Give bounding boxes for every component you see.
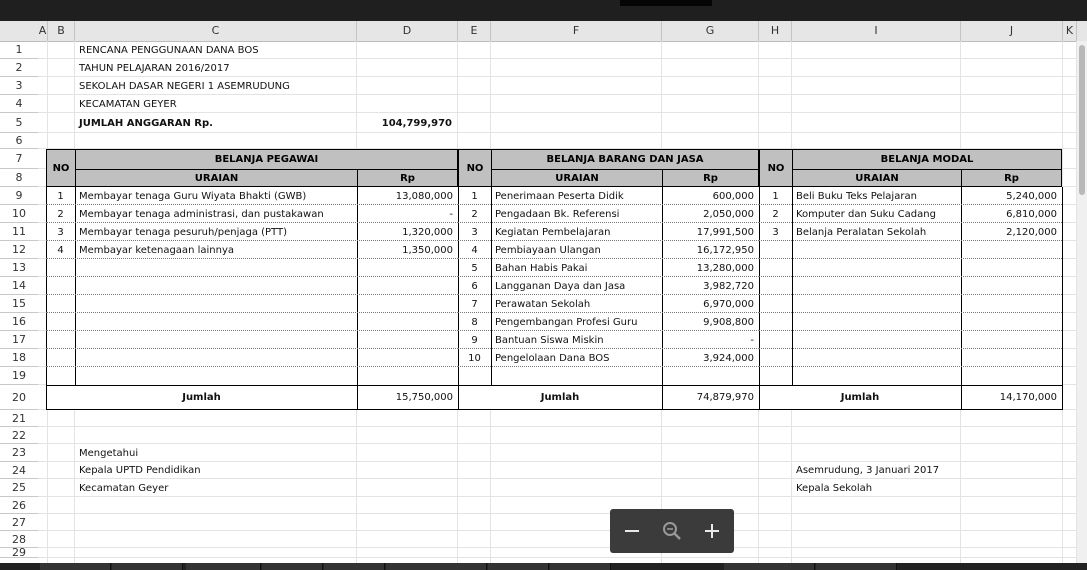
title-line-3: SEKOLAH DASAR NEGERI 1 ASEMRUDUNG bbox=[79, 81, 290, 92]
item-description: Bahan Habis Pakai bbox=[495, 263, 588, 274]
item-description: Perawatan Sekolah bbox=[495, 299, 591, 310]
row-header-14[interactable]: 14 bbox=[0, 277, 38, 295]
row-divider bbox=[46, 312, 458, 313]
footer-mengetahui: Mengetahui bbox=[79, 448, 139, 459]
sheet-tab[interactable] bbox=[550, 563, 611, 570]
item-number: 3 bbox=[772, 227, 779, 238]
gridline-horizontal bbox=[38, 557, 1077, 558]
item-number: 2 bbox=[772, 209, 779, 220]
gridline-horizontal bbox=[38, 478, 1077, 479]
gridline-horizontal bbox=[38, 58, 1077, 59]
total-value: 15,750,000 bbox=[395, 392, 453, 403]
row-divider bbox=[759, 222, 1062, 223]
footer-uptd: Kepala UPTD Pendidikan bbox=[79, 465, 201, 476]
item-description: Pengelolaan Dana BOS bbox=[495, 353, 610, 364]
row-divider bbox=[759, 348, 1062, 349]
item-amount: 6,970,000 bbox=[703, 299, 754, 310]
column-header-i[interactable]: I bbox=[792, 21, 961, 41]
zoom-in-button[interactable] bbox=[692, 509, 732, 553]
row-header-1[interactable]: 1 bbox=[0, 41, 38, 59]
title-line-1: RENCANA PENGGUNAAN DANA BOS bbox=[79, 45, 259, 56]
total-label: Jumlah bbox=[840, 392, 880, 403]
col-header-uraian: URAIAN bbox=[792, 169, 962, 187]
item-description: Bantuan Siswa Miskin bbox=[495, 335, 604, 346]
item-number: 4 bbox=[57, 245, 64, 256]
magnifier-icon bbox=[662, 521, 682, 541]
zoom-reset-button[interactable] bbox=[652, 509, 692, 553]
item-amount: 13,280,000 bbox=[696, 263, 754, 274]
total-value: 14,170,000 bbox=[999, 392, 1057, 403]
col-header-rp: Rp bbox=[961, 169, 1062, 187]
row-header-8[interactable]: 8 bbox=[0, 169, 38, 187]
row-header-11[interactable]: 11 bbox=[0, 223, 38, 241]
column-header-j[interactable]: J bbox=[961, 21, 1063, 41]
item-amount: 17,991,500 bbox=[696, 227, 754, 238]
item-amount: 2,050,000 bbox=[703, 209, 754, 220]
item-amount: 16,172,950 bbox=[696, 245, 754, 256]
item-amount: 3,982,720 bbox=[703, 281, 754, 292]
title-line-4: KECAMATAN GEYER bbox=[79, 99, 177, 110]
item-amount: 600,000 bbox=[712, 191, 754, 202]
item-amount: 1,350,000 bbox=[402, 245, 453, 256]
row-header-17[interactable]: 17 bbox=[0, 331, 38, 349]
item-description: Pengembangan Profesi Guru bbox=[495, 317, 638, 328]
column-header-k[interactable]: K bbox=[1063, 21, 1077, 41]
col-header-rp: Rp bbox=[662, 169, 759, 187]
sheet-tab[interactable] bbox=[386, 563, 487, 570]
row-header-4[interactable]: 4 bbox=[0, 95, 38, 113]
row-divider bbox=[458, 222, 759, 223]
row-divider bbox=[759, 276, 1062, 277]
item-number: 1 bbox=[471, 191, 478, 202]
sheet-tab[interactable] bbox=[186, 563, 261, 570]
row-header-5[interactable]: 5 bbox=[0, 113, 38, 133]
gridline-horizontal bbox=[38, 443, 1077, 444]
budget-value: 104,799,970 bbox=[381, 118, 452, 129]
window-top-bar bbox=[0, 0, 1087, 21]
item-number: 1 bbox=[772, 191, 779, 202]
row-divider bbox=[46, 258, 458, 259]
sheet-tab[interactable] bbox=[816, 563, 897, 570]
row-divider bbox=[759, 294, 1062, 295]
item-number: 9 bbox=[471, 335, 478, 346]
column-divider bbox=[491, 187, 492, 385]
column-header-g[interactable]: G bbox=[662, 21, 759, 41]
row-header-23[interactable]: 23 bbox=[0, 444, 38, 462]
total-label: Jumlah bbox=[182, 392, 221, 403]
column-header-f[interactable]: F bbox=[491, 21, 662, 41]
item-amount: 13,080,000 bbox=[395, 191, 453, 202]
title-line-2: TAHUN PELAJARAN 2016/2017 bbox=[79, 63, 230, 74]
column-header-d[interactable]: D bbox=[357, 21, 458, 41]
col-header-no: NO bbox=[458, 149, 492, 187]
item-amount: 9,908,800 bbox=[703, 317, 754, 328]
item-amount: - bbox=[750, 335, 754, 346]
item-description: Penerimaan Peserta Didik bbox=[495, 191, 624, 202]
row-divider bbox=[759, 240, 1062, 241]
column-header-e[interactable]: E bbox=[458, 21, 491, 41]
sheet-tab[interactable] bbox=[488, 563, 549, 570]
row-divider bbox=[46, 366, 458, 367]
row-header-7[interactable]: 7 bbox=[0, 149, 38, 169]
col-header-no: NO bbox=[759, 149, 793, 187]
row-divider bbox=[759, 258, 1062, 259]
row-divider bbox=[759, 312, 1062, 313]
row-divider bbox=[46, 294, 458, 295]
row-divider bbox=[458, 204, 759, 205]
row-divider bbox=[458, 366, 759, 367]
row-header-18[interactable]: 18 bbox=[0, 349, 38, 367]
item-number: 2 bbox=[57, 209, 64, 220]
row-header-24[interactable]: 24 bbox=[0, 462, 38, 479]
column-header-h[interactable]: H bbox=[759, 21, 792, 41]
footer-place-date: Asemrudung, 3 Januari 2017 bbox=[796, 465, 940, 476]
sheet-tab-bar bbox=[0, 563, 1087, 570]
gridline-horizontal bbox=[38, 112, 1077, 113]
row-header-3[interactable]: 3 bbox=[0, 77, 38, 95]
sheet-tab[interactable] bbox=[112, 563, 183, 570]
row-header-25[interactable]: 25 bbox=[0, 479, 38, 497]
item-description: Kegiatan Pembelajaran bbox=[495, 227, 611, 238]
row-divider bbox=[46, 222, 458, 223]
row-header-27[interactable]: 27 bbox=[0, 514, 38, 531]
footer-kepala-sekolah: Kepala Sekolah bbox=[796, 483, 873, 494]
row-divider bbox=[759, 330, 1062, 331]
row-divider bbox=[46, 330, 458, 331]
total-value: 74,879,970 bbox=[696, 392, 754, 403]
item-description: Pembiayaan Ulangan bbox=[495, 245, 601, 256]
top-tab bbox=[620, 0, 712, 6]
row-divider bbox=[458, 294, 759, 295]
sheet-tab[interactable] bbox=[324, 563, 385, 570]
column-divider bbox=[792, 187, 793, 385]
column-header-a[interactable]: A bbox=[38, 21, 48, 41]
row-header-13[interactable]: 13 bbox=[0, 259, 38, 277]
row-divider bbox=[458, 240, 759, 241]
scrollbar-thumb[interactable] bbox=[1079, 45, 1085, 195]
row-divider bbox=[458, 258, 759, 259]
sheet-tab[interactable] bbox=[724, 563, 815, 570]
gridline-horizontal bbox=[38, 132, 1077, 133]
row-header-19[interactable]: 19 bbox=[0, 367, 38, 385]
row-header-20[interactable]: 20 bbox=[0, 385, 38, 410]
item-number: 1 bbox=[57, 191, 64, 202]
gridline-horizontal bbox=[38, 530, 1077, 531]
item-description: Membayar ketenagaan lainnya bbox=[79, 245, 234, 256]
minus-icon bbox=[624, 523, 640, 539]
col-header-no: NO bbox=[46, 149, 76, 187]
row-header-26[interactable]: 26 bbox=[0, 497, 38, 514]
col-header-uraian: URAIAN bbox=[491, 169, 663, 187]
sheet-tab[interactable] bbox=[262, 563, 323, 570]
item-number: 7 bbox=[471, 299, 478, 310]
gridline-horizontal bbox=[38, 547, 1077, 548]
table-title-barang: BELANJA BARANG DAN JASA bbox=[491, 149, 759, 170]
row-header-29[interactable]: 29 bbox=[0, 548, 38, 558]
item-description: Beli Buku Teks Pelajaran bbox=[796, 191, 917, 202]
row-divider bbox=[458, 348, 759, 349]
item-number: 10 bbox=[468, 353, 481, 364]
row-header-12[interactable]: 12 bbox=[0, 241, 38, 259]
col-header-rp: Rp bbox=[357, 169, 458, 187]
zoom-toolbar bbox=[610, 509, 734, 553]
gridline-horizontal bbox=[38, 513, 1077, 514]
gridline-horizontal bbox=[38, 496, 1077, 497]
row-header-10[interactable]: 10 bbox=[0, 205, 38, 223]
item-number: 2 bbox=[471, 209, 478, 220]
row-divider bbox=[759, 204, 1062, 205]
row-header-2[interactable]: 2 bbox=[0, 59, 38, 77]
column-header-bar bbox=[0, 21, 1087, 42]
item-description: Membayar tenaga Guru Wiyata Bhakti (GWB) bbox=[79, 191, 307, 202]
column-divider bbox=[75, 187, 76, 385]
item-number: 8 bbox=[471, 317, 478, 328]
item-number: 3 bbox=[57, 227, 64, 238]
item-description: Belanja Peralatan Sekolah bbox=[796, 227, 927, 238]
row-divider bbox=[458, 276, 759, 277]
row-divider bbox=[46, 204, 458, 205]
item-amount: 5,240,000 bbox=[1006, 191, 1057, 202]
item-amount: 2,120,000 bbox=[1006, 227, 1057, 238]
item-amount: - bbox=[449, 209, 453, 220]
item-description: Langganan Daya dan Jasa bbox=[495, 281, 626, 292]
row-divider bbox=[46, 240, 458, 241]
gridline-horizontal bbox=[38, 426, 1077, 427]
sheet-tab[interactable] bbox=[40, 563, 111, 570]
row-header-16[interactable]: 16 bbox=[0, 313, 38, 331]
gridline-horizontal bbox=[38, 461, 1077, 462]
row-header-21[interactable]: 21 bbox=[0, 410, 38, 427]
row-divider bbox=[458, 312, 759, 313]
row-header-22[interactable]: 22 bbox=[0, 427, 38, 444]
row-header-28[interactable]: 28 bbox=[0, 531, 38, 548]
item-number: 4 bbox=[471, 245, 478, 256]
col-header-uraian: URAIAN bbox=[75, 169, 358, 187]
row-header-6[interactable]: 6 bbox=[0, 133, 38, 149]
row-divider bbox=[46, 276, 458, 277]
footer-kecamatan: Kecamatan Geyer bbox=[79, 483, 169, 494]
item-description: Membayar tenaga administrasi, dan pustakawan bbox=[79, 209, 324, 220]
row-divider bbox=[458, 330, 759, 331]
gridline-horizontal bbox=[38, 94, 1077, 95]
gridline-horizontal bbox=[38, 76, 1077, 77]
item-description: Komputer dan Suku Cadang bbox=[796, 209, 936, 220]
zoom-out-button[interactable] bbox=[612, 509, 652, 553]
total-label: Jumlah bbox=[540, 392, 580, 403]
spreadsheet-view[interactable] bbox=[0, 21, 1087, 570]
column-header-b[interactable]: B bbox=[48, 21, 75, 41]
item-description: Membayar tenaga pesuruh/penjaga (PTT) bbox=[79, 227, 288, 238]
table-title-pegawai: BELANJA PEGAWAI bbox=[75, 149, 458, 170]
item-amount: 3,924,000 bbox=[703, 353, 754, 364]
plus-icon bbox=[704, 523, 720, 539]
table-title-modal: BELANJA MODAL bbox=[792, 149, 1062, 170]
item-number: 6 bbox=[471, 281, 478, 292]
item-amount: 6,810,000 bbox=[1006, 209, 1057, 220]
item-number: 3 bbox=[471, 227, 478, 238]
item-amount: 1,320,000 bbox=[402, 227, 453, 238]
row-divider bbox=[759, 366, 1062, 367]
vertical-scrollbar[interactable] bbox=[1077, 41, 1087, 570]
budget-label: JUMLAH ANGGARAN Rp. bbox=[79, 118, 213, 129]
item-number: 5 bbox=[471, 263, 478, 274]
column-header-c[interactable]: C bbox=[75, 21, 357, 41]
row-header-15[interactable]: 15 bbox=[0, 295, 38, 313]
item-description: Pengadaan Bk. Referensi bbox=[495, 209, 620, 220]
row-divider bbox=[46, 348, 458, 349]
row-header-9[interactable]: 9 bbox=[0, 187, 38, 205]
